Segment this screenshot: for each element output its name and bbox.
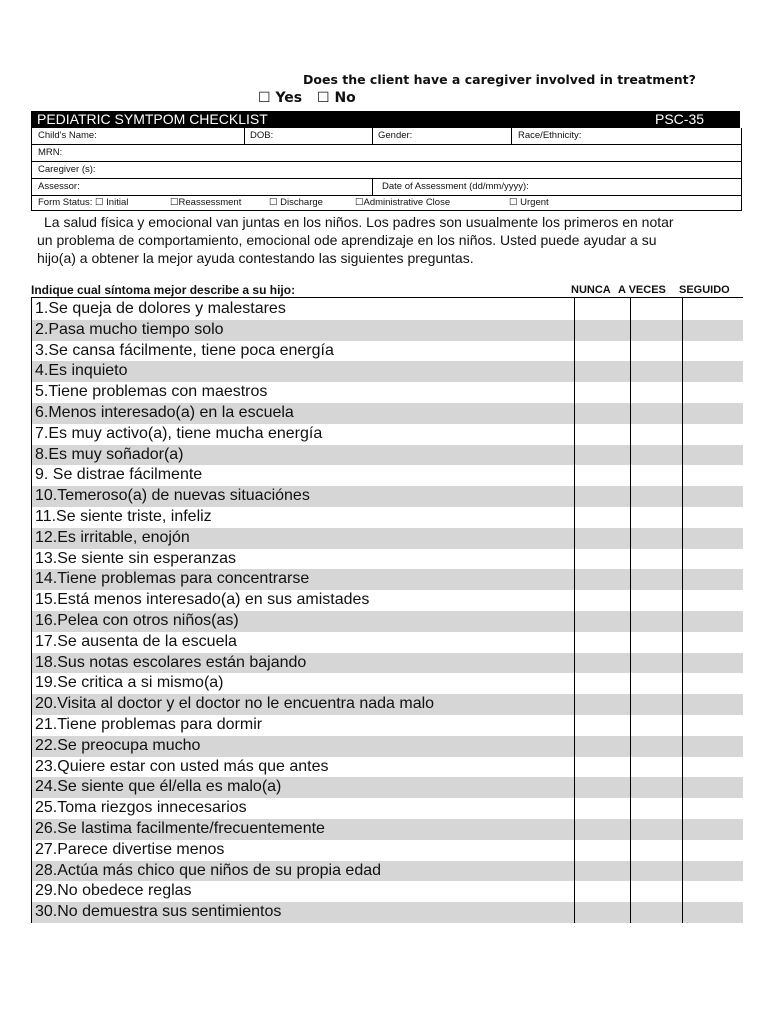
checklist-row xyxy=(31,777,743,798)
answer-cell-often[interactable] xyxy=(682,840,743,861)
answer-cell-sometimes[interactable] xyxy=(630,590,681,611)
checklist-item-text: 4.Es inquieto xyxy=(35,362,128,380)
form-status-initial[interactable]: Form Status: ☐ Initial xyxy=(38,197,129,208)
table-grid-line xyxy=(682,297,683,923)
answer-cell-often[interactable] xyxy=(682,736,743,757)
answer-cell-often[interactable] xyxy=(682,424,743,445)
assessor-field[interactable]: Assessor: xyxy=(38,181,80,192)
answer-cell-never[interactable] xyxy=(574,673,629,694)
checklist-row xyxy=(31,902,743,923)
answer-cell-sometimes[interactable] xyxy=(630,299,681,320)
checklist-row xyxy=(31,382,743,403)
column-header-never: NUNCA xyxy=(571,284,611,296)
answer-cell-often[interactable] xyxy=(682,445,743,466)
answer-cell-never[interactable] xyxy=(574,777,629,798)
checklist-row xyxy=(31,445,743,466)
answer-cell-often[interactable] xyxy=(682,653,743,674)
column-header-often: SEGUIDO xyxy=(679,284,730,296)
checklist-row xyxy=(31,653,743,674)
checklist-item-text: 10.Temeroso(a) de nuevas situaciónes xyxy=(35,487,310,505)
checklist-row xyxy=(31,590,743,611)
answer-cell-sometimes[interactable] xyxy=(630,320,681,341)
answer-cell-often[interactable] xyxy=(682,819,743,840)
answer-cell-often[interactable] xyxy=(682,507,743,528)
answer-cell-often[interactable] xyxy=(682,341,743,362)
answer-cell-often[interactable] xyxy=(682,403,743,424)
answer-cell-sometimes[interactable] xyxy=(630,569,681,590)
answer-cell-often[interactable] xyxy=(682,320,743,341)
checklist-item-text: 23.Quiere estar con usted más que antes xyxy=(35,757,329,775)
checklist-item-text: 25.Toma riezgos innecesarios xyxy=(35,799,247,817)
answer-cell-sometimes[interactable] xyxy=(630,445,681,466)
caregiver-no-option[interactable] xyxy=(317,90,356,106)
answer-cell-never[interactable] xyxy=(574,569,629,590)
answer-cell-sometimes[interactable] xyxy=(630,653,681,674)
answer-cell-sometimes[interactable] xyxy=(630,673,681,694)
answer-cell-never[interactable] xyxy=(574,507,629,528)
yes-label: Yes xyxy=(275,90,303,106)
table-grid-line xyxy=(31,297,32,923)
checklist-item-text: 24.Se siente que él/ella es malo(a) xyxy=(35,778,282,796)
form-status-reassessment[interactable]: ☐Reassessment xyxy=(170,197,242,208)
answer-cell-often[interactable] xyxy=(682,299,743,320)
checklist-item-text: 21.Tiene problemas para dormir xyxy=(35,716,263,733)
mrn-field[interactable]: MRN: xyxy=(38,147,63,158)
answer-cell-sometimes[interactable] xyxy=(630,403,681,424)
answer-cell-often[interactable] xyxy=(682,569,743,590)
answer-cell-never[interactable] xyxy=(574,819,629,840)
checklist-item-text: 17.Se ausenta de la escuela xyxy=(35,632,237,650)
checklist-item-text: 28.Actúa más chico que niños de su propia edad xyxy=(35,861,382,879)
checklist-item-text: 16.Pelea con otros niños(as) xyxy=(35,612,239,629)
checklist-item-text: 9. Se distrae fácilmente xyxy=(35,466,203,484)
checklist-row xyxy=(31,736,743,757)
answer-cell-often[interactable] xyxy=(682,465,743,486)
answer-cell-often[interactable] xyxy=(682,694,743,715)
answer-cell-never[interactable] xyxy=(574,632,629,653)
yes-checkbox[interactable]: ☐ xyxy=(258,90,271,106)
caregivers-field[interactable]: Caregiver (s): xyxy=(38,164,96,175)
answer-cell-sometimes[interactable] xyxy=(630,528,681,549)
answer-cell-never[interactable] xyxy=(574,528,629,549)
intro-line-2: un problema de comportamiento, emocional ode aprendizaje en los niños. Usted puede ayudar a su xyxy=(37,232,657,248)
info-row-form-status xyxy=(31,196,742,211)
answer-cell-never[interactable] xyxy=(574,798,629,819)
answer-cell-often[interactable] xyxy=(682,715,743,736)
form-status-admin-close[interactable]: ☐Administrative Close xyxy=(355,197,451,208)
dob-field[interactable]: DOB: xyxy=(250,130,274,141)
checklist-row xyxy=(31,549,743,570)
answer-cell-sometimes[interactable] xyxy=(630,902,681,923)
checklist-item-text: 5.Tiene problemas con maestros xyxy=(35,383,268,401)
answer-cell-often[interactable] xyxy=(682,861,743,882)
answer-cell-never[interactable] xyxy=(574,486,629,507)
answer-cell-never[interactable] xyxy=(574,757,629,778)
info-row-mrn xyxy=(31,145,742,162)
answer-cell-sometimes[interactable] xyxy=(630,424,681,445)
race-ethnicity-field[interactable]: Race/Ethnicity: xyxy=(518,130,582,141)
checklist-row xyxy=(31,507,743,528)
checklist-item-text: 20.Visita al doctor y el doctor no le encuentra nada malo xyxy=(35,695,435,713)
checklist-row xyxy=(31,424,743,445)
checklist-item-text: 14.Tiene problemas para concentrarse xyxy=(35,570,310,588)
answer-cell-often[interactable] xyxy=(682,632,743,653)
caregiver-question: Does the client have a caregiver involved in treatment? xyxy=(303,72,696,87)
answer-cell-sometimes[interactable] xyxy=(630,715,681,736)
table-top-line xyxy=(31,297,743,298)
answer-cell-never[interactable] xyxy=(574,653,629,674)
answer-cell-never[interactable] xyxy=(574,694,629,715)
checklist-item-text: 6.Menos interesado(a) en la escuela xyxy=(35,404,294,421)
checklist-row xyxy=(31,881,743,902)
answer-cell-often[interactable] xyxy=(682,361,743,382)
answer-cell-often[interactable] xyxy=(682,590,743,611)
answer-cell-sometimes[interactable] xyxy=(630,507,681,528)
caregiver-yes-option[interactable] xyxy=(258,90,302,106)
answer-cell-often[interactable] xyxy=(682,673,743,694)
checklist-row xyxy=(31,299,743,320)
checklist-row xyxy=(31,632,743,653)
checklist-title: PEDIATRIC SYMTPOM CHECKLIST xyxy=(37,111,268,127)
checklist-row xyxy=(31,569,743,590)
checklist-item-text: 2.Pasa mucho tiempo solo xyxy=(35,320,224,338)
intro-line-1: La salud física y emocional van juntas en los niños. Los padres son usualmente los primeros en notar xyxy=(44,214,674,230)
answer-cell-often[interactable] xyxy=(682,881,743,902)
answer-cell-never[interactable] xyxy=(574,736,629,757)
answer-cell-never[interactable] xyxy=(574,715,629,736)
info-row-child xyxy=(31,128,742,145)
answer-cell-often[interactable] xyxy=(682,777,743,798)
answer-cell-never[interactable] xyxy=(574,382,629,403)
answer-cell-never[interactable] xyxy=(574,881,629,902)
checklist-item-text: 27.Parece divertise menos xyxy=(35,840,225,858)
checklist-item-text: 22.Se preocupa mucho xyxy=(35,736,201,754)
answer-cell-often[interactable] xyxy=(682,382,743,403)
answer-cell-sometimes[interactable] xyxy=(630,798,681,819)
answer-cell-often[interactable] xyxy=(682,902,743,923)
checklist-row xyxy=(31,403,743,424)
answer-cell-sometimes[interactable] xyxy=(630,694,681,715)
column-header-sometimes: A VECES xyxy=(618,284,666,296)
answer-cell-sometimes[interactable] xyxy=(630,632,681,653)
checklist-row xyxy=(31,320,743,341)
info-row-assessor xyxy=(31,179,742,196)
answer-cell-sometimes[interactable] xyxy=(630,486,681,507)
checklist-row xyxy=(31,673,743,694)
intro-line-3: hijo(a) a obtener la mejor ayuda contestando las siguientes preguntas. xyxy=(37,250,474,266)
answer-cell-never[interactable] xyxy=(574,445,629,466)
answer-cell-never[interactable] xyxy=(574,902,629,923)
checklist-item-text: 19.Se critica a si mismo(a) xyxy=(35,674,224,692)
checklist-row xyxy=(31,341,743,362)
answer-cell-sometimes[interactable] xyxy=(630,361,681,382)
checklist-row xyxy=(31,528,743,549)
answer-cell-sometimes[interactable] xyxy=(630,465,681,486)
table-grid-line xyxy=(630,297,631,923)
answer-cell-never[interactable] xyxy=(574,465,629,486)
answer-cell-never[interactable] xyxy=(574,299,629,320)
intro-paragraph xyxy=(37,213,737,267)
answer-cell-often[interactable] xyxy=(682,549,743,570)
caregiver-yes-no xyxy=(258,90,366,106)
answer-cell-never[interactable] xyxy=(574,424,629,445)
no-label: No xyxy=(334,90,356,106)
checklist-item-text: 12.Es irritable, enojón xyxy=(35,528,190,546)
checklist-row xyxy=(31,819,743,840)
answer-cell-often[interactable] xyxy=(682,611,743,632)
checklist-item-text: 1.Se queja de dolores y malestares xyxy=(35,300,286,317)
answer-cell-never[interactable] xyxy=(574,861,629,882)
checklist-row xyxy=(31,798,743,819)
date-of-assessment-field[interactable]: Date of Assessment (dd/mm/yyyy): xyxy=(382,181,529,192)
answer-cell-sometimes[interactable] xyxy=(630,840,681,861)
checklist-row xyxy=(31,861,743,882)
answer-cell-never[interactable] xyxy=(574,361,629,382)
answer-cell-sometimes[interactable] xyxy=(630,611,681,632)
checklist-item-text: 3.Se cansa fácilmente, tiene poca energía xyxy=(35,341,334,359)
checklist-row xyxy=(31,757,743,778)
answer-cell-sometimes[interactable] xyxy=(630,861,681,882)
checklist-row xyxy=(31,486,743,507)
no-checkbox[interactable]: ☐ xyxy=(317,90,330,106)
info-row-caregivers xyxy=(31,162,742,179)
answer-cell-often[interactable] xyxy=(682,528,743,549)
checklist-item-text: 13.Se siente sin esperanzas xyxy=(35,549,237,567)
checklist-item-text: 30.No demuestra sus sentimientos xyxy=(35,903,282,921)
answer-cell-often[interactable] xyxy=(682,757,743,778)
child-name-field[interactable]: Child's Name: xyxy=(38,130,97,141)
gender-field[interactable]: Gender: xyxy=(378,130,413,141)
checklist-header-bar xyxy=(31,111,740,128)
checklist-item-text: 11.Se siente triste, infeliz xyxy=(35,508,212,525)
answer-cell-never[interactable] xyxy=(574,590,629,611)
checklist-item-text: 26.Se lastima facilmente/frecuentemente xyxy=(35,820,325,837)
answer-cell-never[interactable] xyxy=(574,611,629,632)
checklist-row xyxy=(31,694,743,715)
answer-cell-sometimes[interactable] xyxy=(630,777,681,798)
checklist-item-text: 7.Es muy activo(a), tiene mucha energía xyxy=(35,424,323,442)
checklist-item-text: 29.No obedece reglas xyxy=(35,882,192,900)
answer-cell-often[interactable] xyxy=(682,486,743,507)
answer-cell-sometimes[interactable] xyxy=(630,549,681,570)
answer-cell-sometimes[interactable] xyxy=(630,881,681,902)
form-status-urgent[interactable]: ☐ Urgent xyxy=(509,197,549,208)
table-grid-line xyxy=(574,297,575,923)
checklist-row xyxy=(31,611,743,632)
answer-cell-never[interactable] xyxy=(574,320,629,341)
checklist-item-text: 8.Es muy soñador(a) xyxy=(35,445,184,463)
answer-cell-never[interactable] xyxy=(574,403,629,424)
answer-cell-sometimes[interactable] xyxy=(630,736,681,757)
checklist-row xyxy=(31,361,743,382)
form-status-discharge[interactable]: ☐ Discharge xyxy=(269,197,323,208)
checklist-row xyxy=(31,465,743,486)
answer-cell-sometimes[interactable] xyxy=(630,341,681,362)
answer-cell-often[interactable] xyxy=(682,798,743,819)
answer-cell-sometimes[interactable] xyxy=(630,382,681,403)
answer-cell-never[interactable] xyxy=(574,341,629,362)
checklist-row xyxy=(31,840,743,861)
answer-cell-sometimes[interactable] xyxy=(630,757,681,778)
answer-cell-never[interactable] xyxy=(574,549,629,570)
checklist-code: PSC-35 xyxy=(655,111,705,127)
checklist-item-text: 18.Sus notas escolares están bajando xyxy=(35,653,307,671)
answer-cell-never[interactable] xyxy=(574,840,629,861)
instruction-text: Indique cual síntoma mejor describe a su hijo: xyxy=(31,283,296,297)
checklist-item-text: 15.Está menos interesado(a) en sus amistades xyxy=(35,591,370,609)
answer-cell-sometimes[interactable] xyxy=(630,819,681,840)
checklist-row xyxy=(31,715,743,736)
